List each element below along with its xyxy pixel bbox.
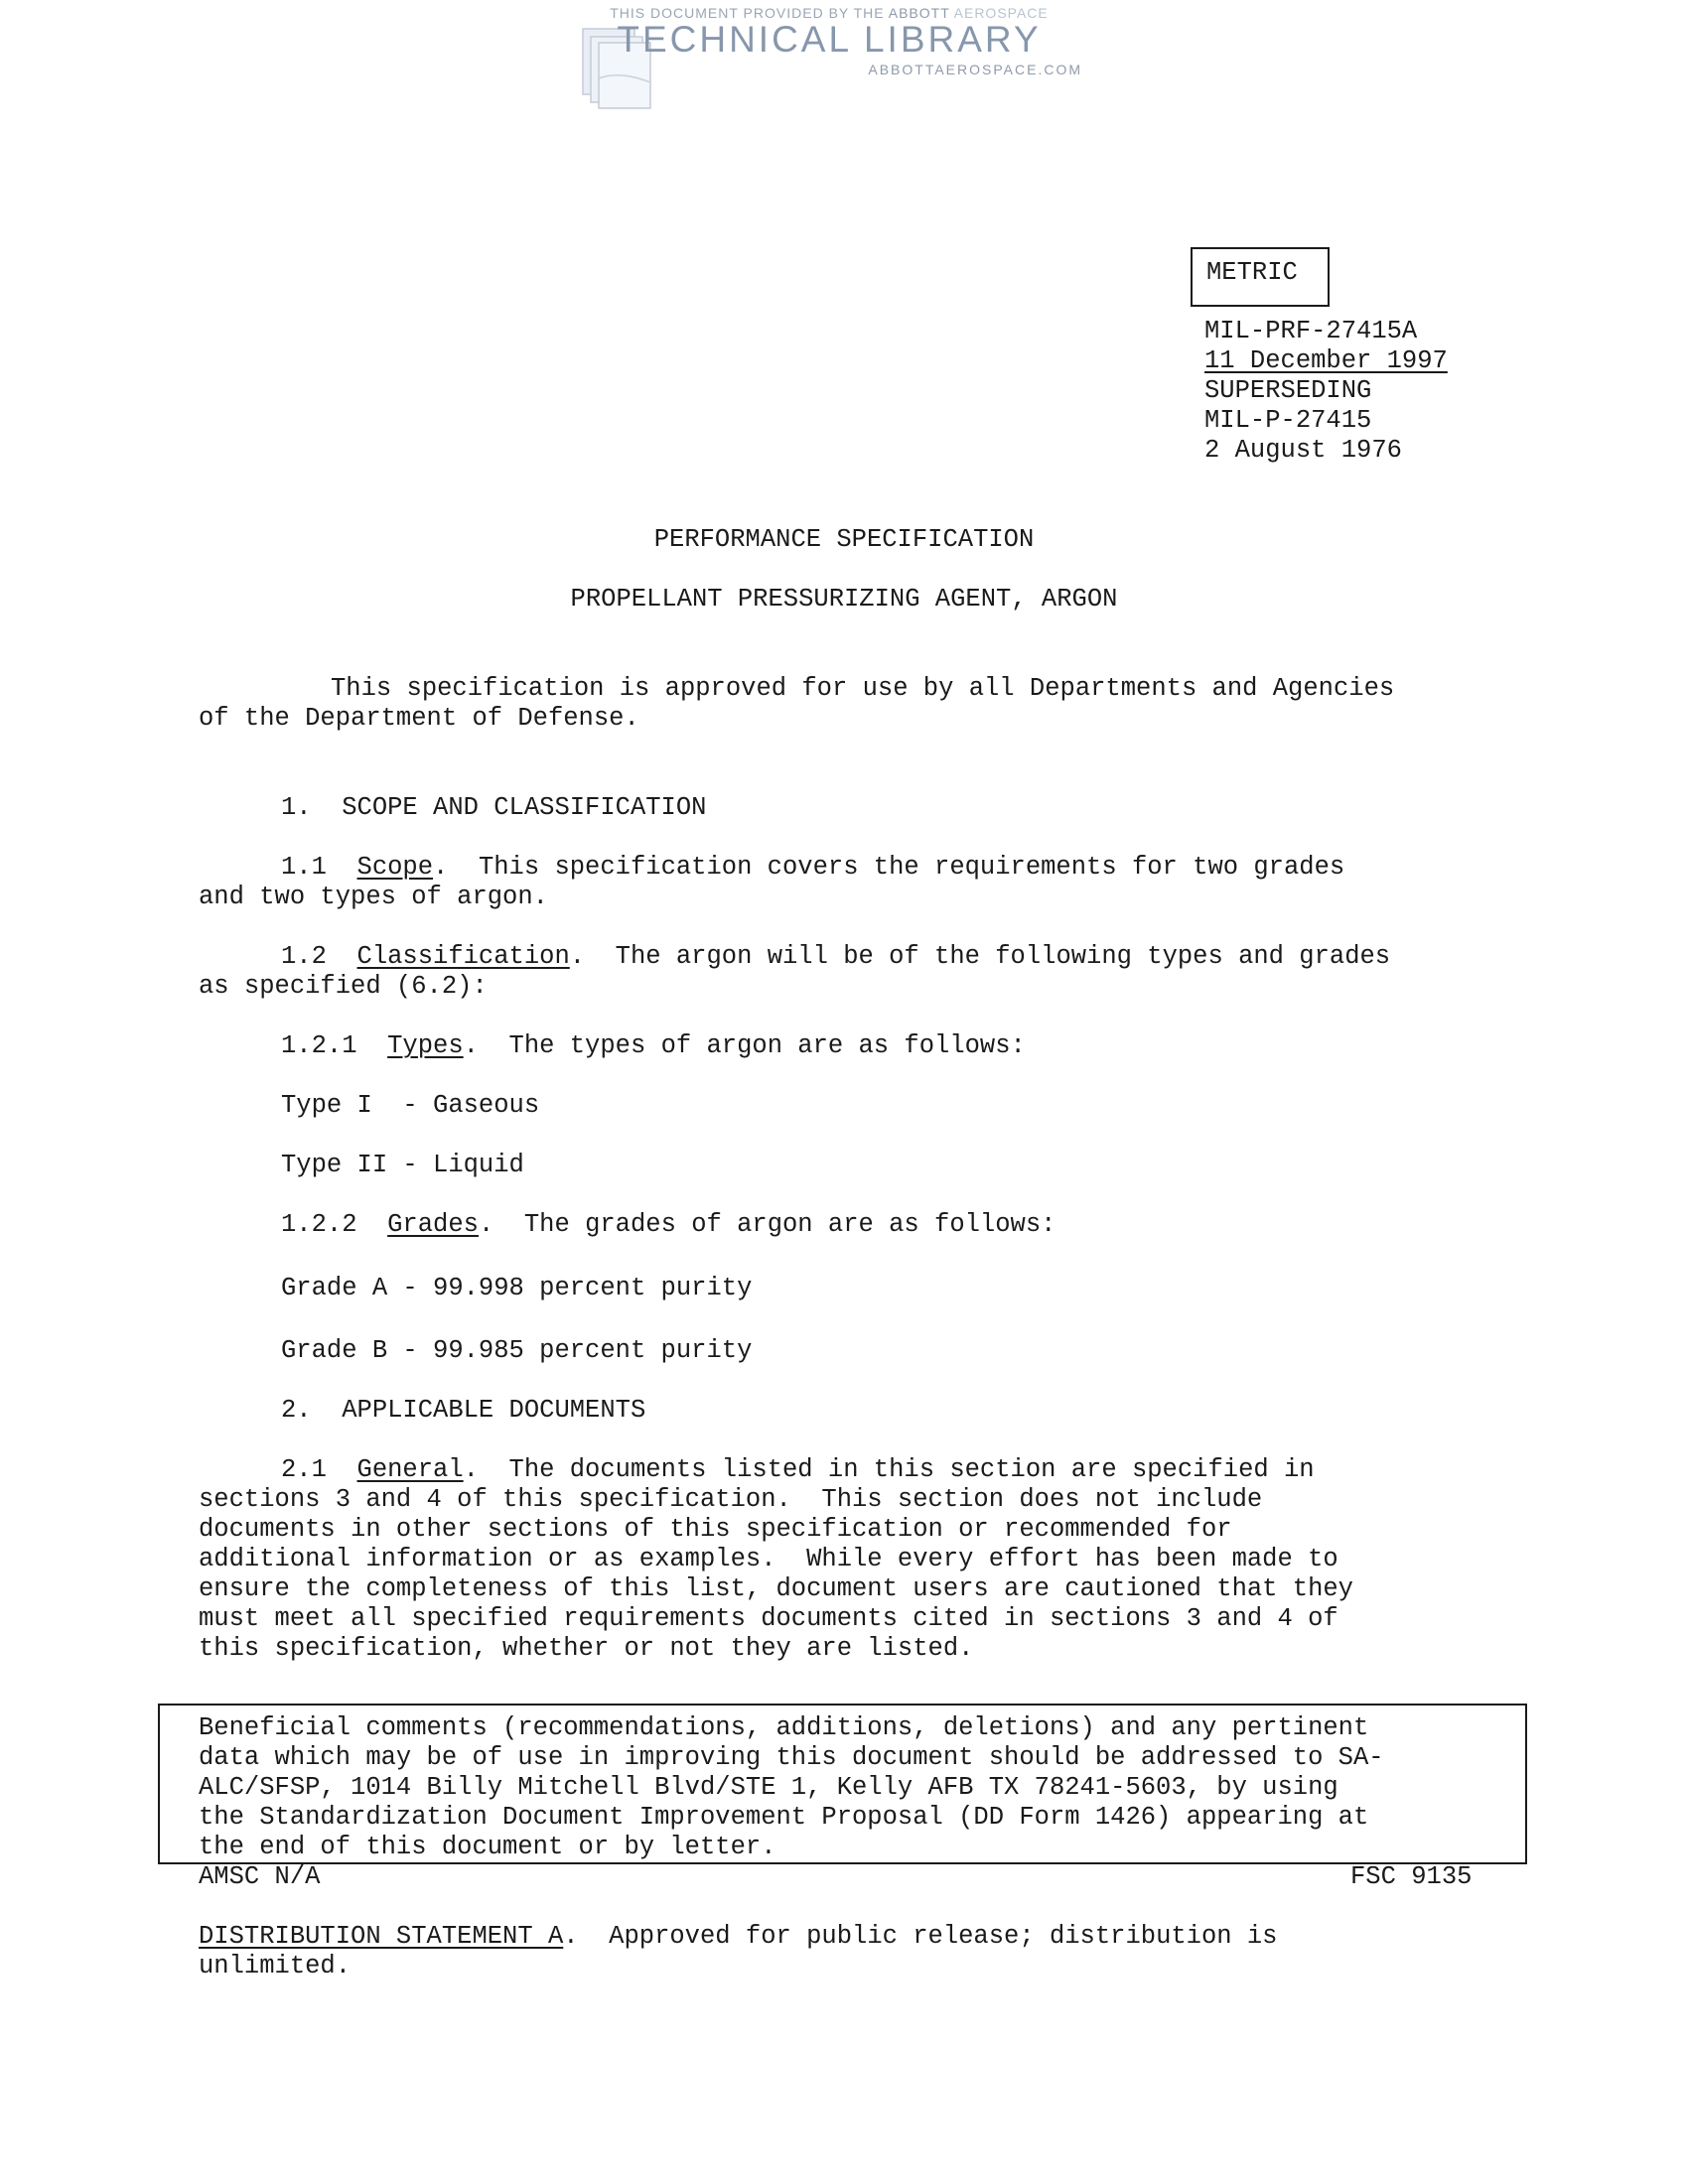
paragraph-2-1-line: sections 3 and 4 of this specification. This section does not include: [199, 1485, 1263, 1514]
grade-item: Grade B - 99.985 percent purity: [281, 1336, 753, 1365]
spec-type-title: PERFORMANCE SPECIFICATION: [653, 525, 1035, 554]
paragraph-1-1: 1.1 Scope. This specification covers the requirements for two grades: [281, 853, 1345, 882]
general-label: General: [356, 1455, 464, 1484]
metric-label: METRIC: [1206, 258, 1298, 287]
comment-line: Beneficial comments (recommendations, additions, deletions) and any pertinent: [199, 1713, 1369, 1742]
distribution-statement-cont: unlimited.: [199, 1952, 352, 1980]
paragraph-2-1-line: documents in other sections of this specification or recommended for: [199, 1515, 1232, 1544]
comment-line: ALC/SFSP, 1014 Billy Mitchell Blvd/STE 1, Kelly AFB TX 78241-5603, by using: [199, 1773, 1338, 1802]
watermark-title: TECHNICAL LIBRARY: [617, 19, 1042, 60]
type-item: Type I - Gaseous: [281, 1091, 540, 1120]
paragraph-2-1: 2.1 General. The documents listed in this section are specified in: [281, 1455, 1315, 1484]
spec-title: PROPELLANT PRESSURIZING AGENT, ARGON: [570, 585, 1118, 614]
section-2-heading: 2. APPLICABLE DOCUMENTS: [281, 1396, 646, 1425]
distribution-label: DISTRIBUTION STATEMENT A: [199, 1922, 564, 1951]
grades-label: Grades: [387, 1210, 479, 1239]
approval-line-2: of the Department of Defense.: [199, 704, 639, 733]
paragraph-1-2: 1.2 Classification. The argon will be of the following types and grades: [281, 942, 1391, 971]
metric-box: [1191, 247, 1330, 307]
paragraph-1-1-cont: and two types of argon.: [199, 883, 548, 911]
fsc-label: FSC 9135: [1350, 1862, 1473, 1891]
grade-item: Grade A - 99.998 percent purity: [281, 1274, 753, 1302]
superseded-doc-date: 2 August 1976: [1204, 436, 1402, 465]
distribution-statement: DISTRIBUTION STATEMENT A. Approved for public release; distribution is: [199, 1922, 1278, 1951]
section-1-heading: 1. SCOPE AND CLASSIFICATION: [281, 793, 707, 822]
amsc-label: AMSC N/A: [199, 1862, 321, 1891]
approval-line-1: This specification is approved for use by all Departments and Agencies: [331, 674, 1395, 703]
comment-line: the end of this document or by letter.: [199, 1833, 776, 1861]
superseding-label: SUPERSEDING: [1204, 376, 1372, 405]
watermark-provided-by: THIS DOCUMENT PROVIDED BY THE ABBOTT AEROSPACE: [610, 5, 1049, 21]
paragraph-2-1-line: must meet all specified requirements documents cited in sections 3 and 4 of: [199, 1604, 1338, 1633]
types-label: Types: [387, 1031, 464, 1060]
comment-line: data which may be of use in improving this document should be addressed to SA-: [199, 1743, 1384, 1772]
paragraph-2-1-line: additional information or as examples. While every effort has been made to: [199, 1545, 1338, 1573]
scope-label: Scope: [356, 853, 434, 882]
paragraph-1-2-cont: as specified (6.2):: [199, 972, 488, 1001]
superseded-doc-id: MIL-P-27415: [1204, 406, 1372, 435]
paragraph-1-2-1: 1.2.1 Types. The types of argon are as follows:: [281, 1031, 1026, 1060]
watermark-banner: [571, 5, 1087, 112]
paragraph-2-1-line: ensure the completeness of this list, document users are cautioned that they: [199, 1574, 1353, 1603]
doc-id: MIL-PRF-27415A: [1204, 317, 1418, 345]
doc-date: 11 December 1997: [1204, 346, 1448, 375]
type-item: Type II - Liquid: [281, 1151, 524, 1179]
paragraph-2-1-line: this specification, whether or not they are listed.: [199, 1634, 974, 1663]
watermark-url: ABBOTTAEROSPACE.COM: [868, 62, 1082, 77]
paragraph-1-2-2: 1.2.2 Grades. The grades of argon are as follows:: [281, 1210, 1056, 1239]
classification-label: Classification: [356, 942, 570, 971]
comment-line: the Standardization Document Improvement Proposal (DD Form 1426) appearing at: [199, 1803, 1369, 1832]
